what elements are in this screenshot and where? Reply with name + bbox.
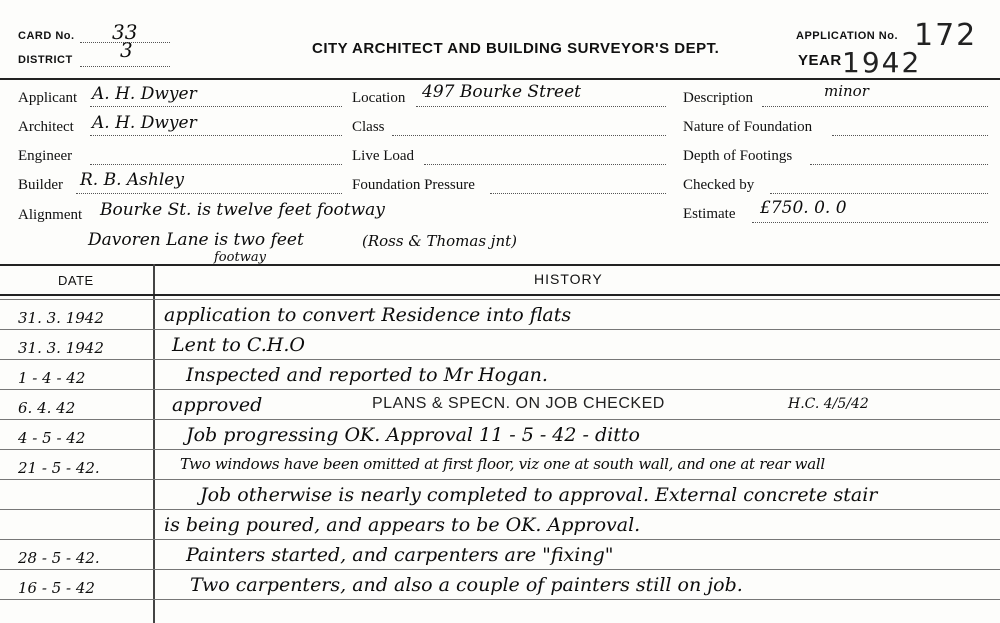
alignment-value-2: Davoren Lane is two feet (88, 230, 304, 250)
row-history: Two carpenters, and also a couple of painters still on job. (190, 574, 743, 596)
class-label: Class (352, 119, 385, 135)
row-history: Inspected and reported to Mr Hogan. (186, 364, 548, 386)
alignment-label: Alignment (18, 207, 83, 223)
alignment-value-2b: (Ross & Thomas jnt) (362, 232, 517, 250)
plans-checked-stamp: PLANS & SPECN. ON JOB CHECKED (372, 395, 665, 412)
row-date: 4 - 5 - 42 (18, 429, 86, 447)
row-history: application to convert Residence into flats (164, 304, 572, 326)
row-rule (0, 359, 1000, 360)
depth-of-footings-label: Depth of Footings (683, 148, 793, 164)
district-label: DISTRICT (18, 54, 73, 66)
location-label: Location (352, 90, 406, 106)
estimate-label: Estimate (683, 206, 736, 222)
header-rule-2 (0, 299, 1000, 300)
row-rule (0, 479, 1000, 480)
location-underline (416, 106, 666, 107)
foundation-pressure-label: Foundation Pressure (352, 177, 475, 193)
builder-label: Builder (18, 177, 63, 193)
estimate-value: £750. 0. 0 (760, 198, 847, 218)
architect-underline (90, 135, 342, 136)
alignment-value-1: Bourke St. is twelve feet footway (100, 200, 385, 220)
application-no-value: 172 (914, 18, 978, 53)
row-history: approved (172, 394, 263, 416)
header-divider (0, 78, 1000, 80)
row-history: Lent to C.H.O (172, 334, 305, 356)
nature-of-foundation-label: Nature of Foundation (683, 119, 813, 135)
row-date: 21 - 5 - 42. (18, 459, 100, 477)
location-value: 497 Bourke Street (422, 82, 581, 102)
header-rule (0, 294, 1000, 296)
row-rule (0, 329, 1000, 330)
row-history: Painters started, and carpenters are "fixing" (186, 544, 614, 566)
description-value: minor (824, 82, 869, 100)
row-rule (0, 539, 1000, 540)
engineer-label: Engineer (18, 148, 73, 164)
builder-value: R. B. Ashley (80, 170, 184, 190)
year-value: 1942 (842, 46, 922, 79)
nature-of-foundation-underline (832, 135, 988, 136)
row-rule (0, 449, 1000, 450)
dept-title: CITY ARCHITECT AND BUILDING SURVEYOR'S DEPT. (312, 40, 720, 57)
row-rule (0, 419, 1000, 420)
foundation-pressure-underline (490, 193, 666, 194)
row-history: Job progressing OK. Approval 11 - 5 - 42 - ditto (186, 424, 640, 446)
date-header: DATE (58, 273, 94, 288)
row-date: 16 - 5 - 42 (18, 579, 95, 597)
architect-label: Architect (18, 119, 74, 135)
live-load-underline (424, 164, 666, 165)
row-history: Two windows have been omitted at first floor, viz one at south wall, and one at rear wall (180, 455, 825, 473)
applicant-label: Applicant (18, 90, 78, 106)
row-rule (0, 509, 1000, 510)
live-load-label: Live Load (352, 148, 415, 164)
row-date: 28 - 5 - 42. (18, 549, 100, 567)
row-date: 6. 4. 42 (18, 399, 76, 417)
row-rule (0, 569, 1000, 570)
district-value: 3 (120, 38, 133, 62)
applicant-underline (90, 106, 342, 107)
row-date: 1 - 4 - 42 (18, 369, 86, 387)
engineer-underline (90, 164, 342, 165)
history-header: HISTORY (534, 271, 603, 287)
description-label: Description (683, 90, 753, 106)
builder-underline (76, 193, 342, 194)
row-rule (0, 599, 1000, 600)
row-history: is being poured, and appears to be OK. Approval. (164, 514, 641, 536)
application-no-label: APPLICATION No. (796, 30, 899, 42)
description-underline (762, 106, 988, 107)
card-no-label: CARD No. (18, 30, 75, 42)
history-top-rule (0, 264, 1000, 266)
alignment-value-3: footway (214, 250, 266, 265)
year-label: YEAR (798, 52, 842, 69)
row-date: 31. 3. 1942 (18, 309, 104, 327)
checked-by-label: Checked by (683, 177, 755, 193)
depth-of-footings-underline (810, 164, 988, 165)
class-underline (392, 135, 666, 136)
row-history: Job otherwise is nearly completed to approval. External concrete stair (200, 484, 878, 506)
architect-value: A. H. Dwyer (92, 113, 197, 133)
row-rule (0, 389, 1000, 390)
card-no-value: 33 (112, 20, 138, 44)
row-date: 31. 3. 1942 (18, 339, 104, 357)
stamp-initials: H.C. 4/5/42 (788, 396, 869, 412)
estimate-underline (752, 222, 988, 223)
district-underline (80, 66, 170, 67)
checked-by-underline (770, 193, 988, 194)
applicant-value: A. H. Dwyer (92, 84, 197, 104)
